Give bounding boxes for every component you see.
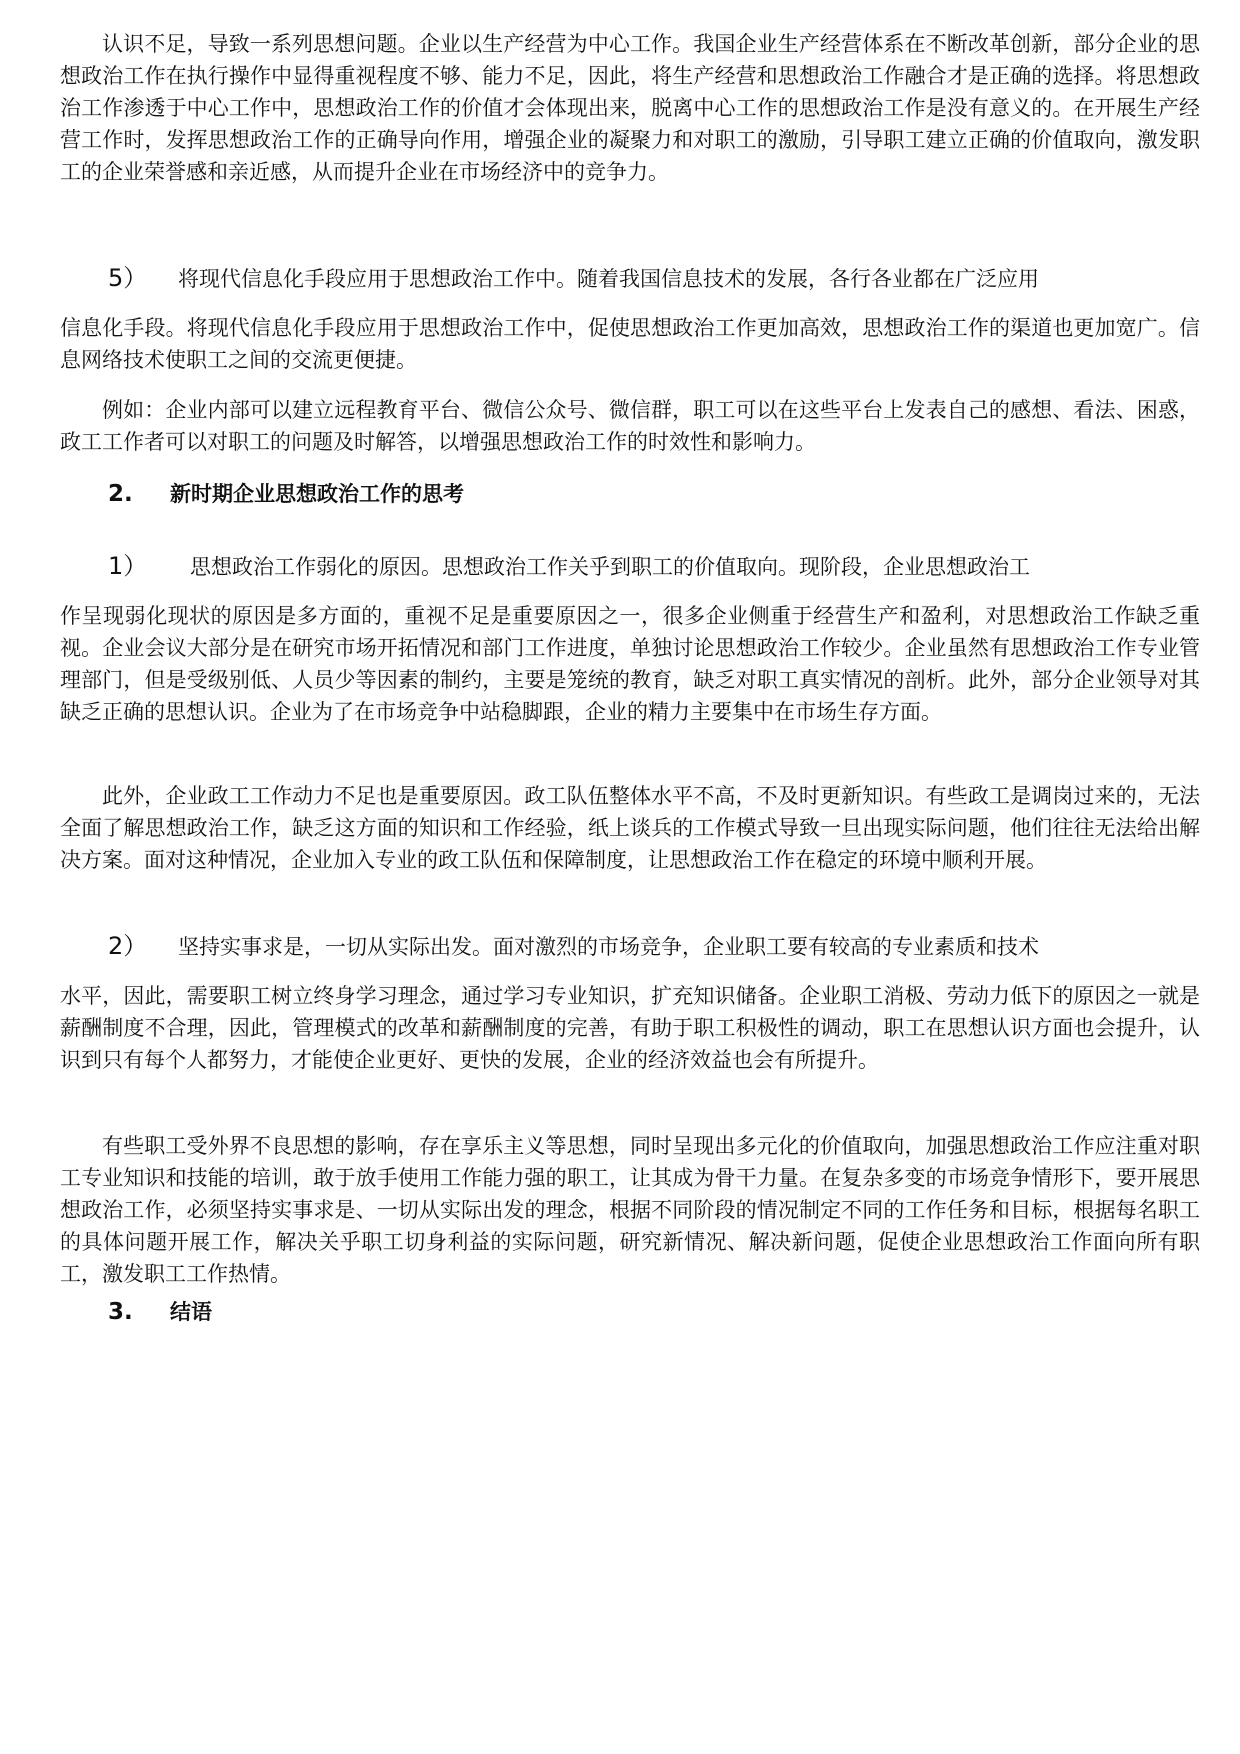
- section-title: 结语: [170, 1300, 212, 1324]
- section-number: 2.: [108, 481, 133, 507]
- paragraph-also: 此外，企业政工工作动力不足也是重要原因。政工队伍整体水平不高，不及时更新知识。有些政工是调岗过来的，无法全面了解思想政治工作，缺乏这方面的知识和工作经验，纸上谈兵的工作模式导致一旦出现实际问题，他们往往无法给出解决方案。面对这种情况，企业加入专业的政工队伍和保障制度，让思想政治工作在稳定的环境中顺利开展。: [60, 784, 1200, 872]
- list-item-1-text: 思想政治工作弱化的原因。思想政治工作关乎到职工的价值取向。现阶段，企业思想政治工: [190, 555, 1030, 579]
- section-number: 3.: [108, 1299, 133, 1325]
- list-item-1-continuation: 作呈现弱化现状的原因是多方面的，重视不足是重要原因之一，很多企业侧重于经营生产和盈利，对思想政治工作缺乏重视。企业会议大部分是在研究市场开拓情况和部门工作进度，单独讨论思想政治工作较少。企业虽然有思想政治工作专业管理部门，但是受级别低、人员少等因素的制约，主要是笼统的教育，缺乏对职工真实情况的剖析。此外，部分企业领导对其缺乏正确的思想认识。企业为了在市场竞争中站稳脚跟，企业的精力主要集中在市场生存方面。: [60, 604, 1200, 724]
- list-item-1-heading: [60, 550, 1200, 583]
- list-item-5-continuation: 信息化手段。将现代信息化手段应用于思想政治工作中，促使思想政治工作更加高效，思想政治工作的渠道也更加宽广。信息网络技术使职工之间的交流更便捷。: [60, 316, 1200, 372]
- document-page: [60, 0, 1200, 1754]
- list-item-2-heading: [60, 930, 1200, 963]
- list-number: 5）: [108, 264, 148, 292]
- paragraph-example: 例如：企业内部可以建立远程教育平台、微信公众号、微信群，职工可以在这些平台上发表自己的感想、看法、困惑，政工工作者可以对职工的问题及时解答，以增强思想政治工作的时效性和影响力。: [60, 398, 1200, 454]
- list-item-2-continuation: 水平，因此，需要职工树立终身学习理念，通过学习专业知识，扩充知识储备。企业职工消极、劳动力低下的原因之一就是薪酬制度不合理，因此，管理模式的改革和薪酬制度的完善，有助于职工积极性的调动，职工在思想认识方面也会提升，认识到只有每个人都努力，才能使企业更好、更快的发展，企业的经济效益也会有所提升。: [60, 984, 1200, 1072]
- paragraph-intro: 认识不足，导致一系列思想问题。企业以生产经营为中心工作。我国企业生产经营体系在不断改革创新，部分企业的思想政治工作在执行操作中显得重视程度不够、能力不足，因此，将生产经营和思想政治工作融合才是正确的选择。将思想政治工作渗透于中心工作中，思想政治工作的价值才会体现出来，脱离中心工作的思想政治工作是没有意义的。在开展生产经营工作时，发挥思想政治工作的正确导向作用，增强企业的凝聚力和对职工的激励，引导职工建立正确的价值取向，激发职工的企业荣誉感和亲近感，从而提升企业在市场经济中的竞争力。: [60, 32, 1200, 184]
- list-item-2-text: 坚持实事求是，一切从实际出发。面对激烈的市场竞争，企业职工要有较高的专业素质和技术: [178, 935, 1039, 959]
- list-item-5-heading: [60, 262, 1200, 295]
- section-heading-2: [108, 478, 464, 510]
- section-heading-3: [108, 1296, 212, 1328]
- list-number: 1）: [108, 552, 148, 580]
- paragraph-some: 有些职工受外界不良思想的影响，存在享乐主义等思想，同时呈现出多元化的价值取向，加强思想政治工作应注重对职工专业知识和技能的培训，敢于放手使用工作能力强的职工，让其成为骨干力量。在复杂多变的市场竞争情形下，要开展思想政治工作，必须坚持实事求是、一切从实际出发的理念，根据不同阶段的情况制定不同的工作任务和目标，根据每名职工的具体问题开展工作，解决关乎职工切身利益的实际问题，研究新情况、解决新问题，促使企业思想政治工作面向所有职工，激发职工工作热情。: [60, 1134, 1200, 1286]
- list-number: 2）: [108, 932, 148, 960]
- section-title: 新时期企业思想政治工作的思考: [170, 482, 464, 506]
- list-item-5-text: 将现代信息化手段应用于思想政治工作中。随着我国信息技术的发展，各行各业都在广泛应用: [178, 267, 1039, 291]
